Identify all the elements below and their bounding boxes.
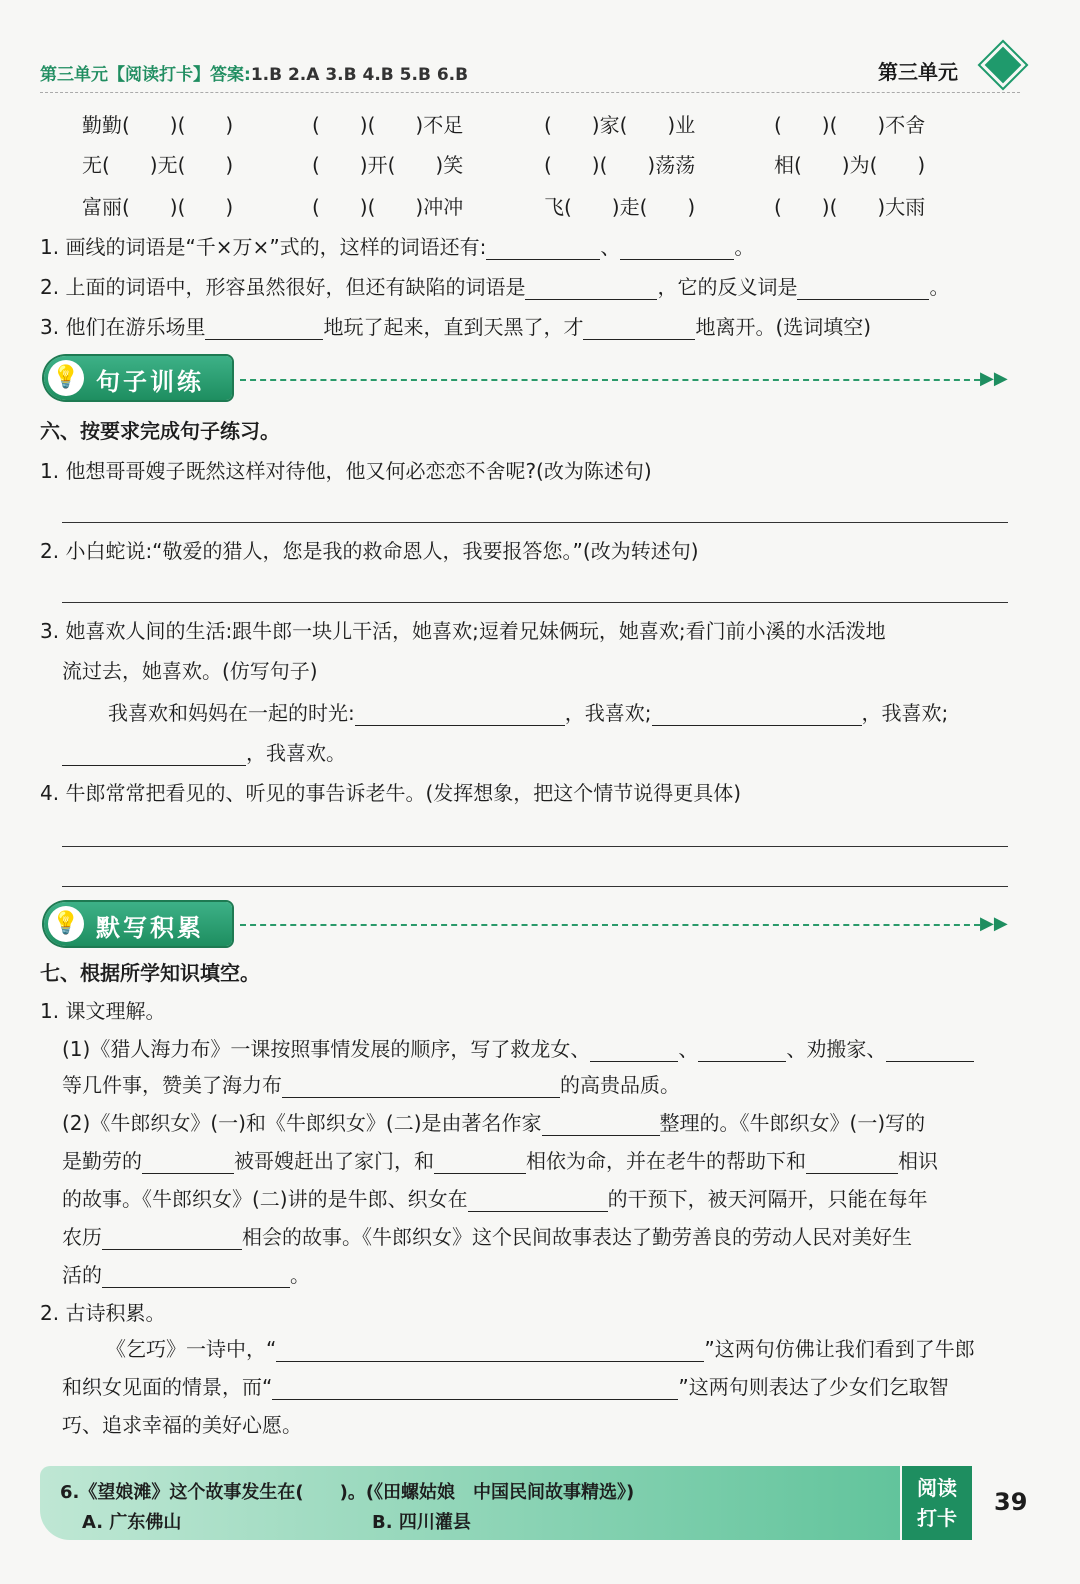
sentence-q3-fill-end: ，我喜欢。 bbox=[62, 740, 346, 766]
diamond-icon bbox=[985, 47, 1022, 84]
poem-line3: 巧、追求幸福的美好心愿。 bbox=[62, 1413, 302, 1437]
memory-p1-line1: (1)《猎人海力布》一课按照事情发展的顺序，写了救龙女、 、 、劝搬家、 bbox=[62, 1036, 974, 1062]
memory-p2-line2: 是勤劳的 被哥嫂赶出了家门，和 相依为命，并在老牛的帮助下和 相识 bbox=[62, 1149, 938, 1173]
answer-blank[interactable] bbox=[434, 1151, 526, 1174]
answer-line[interactable] bbox=[62, 522, 1008, 523]
word-r1c4: ( )( )不舍 bbox=[774, 113, 926, 137]
memory-banner bbox=[44, 902, 232, 946]
answer-blank[interactable] bbox=[355, 703, 565, 726]
answer-key bbox=[40, 60, 468, 85]
answer-blank[interactable] bbox=[62, 743, 246, 766]
answer-line[interactable] bbox=[62, 602, 1008, 603]
memory-s1: 1. 课文理解。 bbox=[40, 999, 166, 1023]
word-r2c2: ( )开( )笑 bbox=[312, 153, 464, 177]
answer-blank[interactable] bbox=[590, 1039, 678, 1062]
lightbulb-icon: 💡 bbox=[48, 906, 84, 942]
unit-title: 第三单元 bbox=[878, 60, 958, 84]
answer-blank[interactable] bbox=[542, 1113, 660, 1136]
answer-blank[interactable] bbox=[468, 1189, 608, 1212]
word-r1c1: 勤勤( )( ) bbox=[82, 113, 234, 137]
answer-blank[interactable] bbox=[102, 1227, 242, 1250]
word-r3c1: 富丽( )( ) bbox=[82, 195, 234, 219]
lightbulb-icon: 💡 bbox=[48, 360, 84, 396]
memory-p2-line4: 农历 相会的故事。《牛郎织女》这个民间故事表达了勤劳善良的劳动人民对美好生 bbox=[62, 1225, 912, 1249]
badge-line1: 阅读 bbox=[917, 1476, 957, 1500]
double-arrow-icon: ▶▶ bbox=[980, 913, 1008, 934]
answer-blank[interactable] bbox=[698, 1039, 786, 1062]
answer-blank[interactable] bbox=[583, 317, 695, 340]
memory-p1-line2: 等几件事，赞美了海力布 的高贵品质。 bbox=[62, 1073, 680, 1097]
reading-checkin-badge bbox=[902, 1466, 972, 1540]
memory-p2-line5: 活的 。 bbox=[62, 1263, 310, 1287]
answer-blank[interactable] bbox=[806, 1151, 898, 1174]
word-r2c4: 相( )为( ) bbox=[774, 153, 926, 177]
section-6-title: 六、按要求完成句子练习。 bbox=[40, 419, 280, 443]
word-r3c2: ( )( )冲冲 bbox=[312, 195, 464, 219]
answer-values: 1.B 2.A 3.B 4.B 5.B 6.B bbox=[250, 65, 469, 85]
memory-s2: 2. 古诗积累。 bbox=[40, 1301, 166, 1325]
word-r1c2: ( )( )不足 bbox=[312, 113, 464, 137]
word-r3c4: ( )( )大雨 bbox=[774, 195, 926, 219]
sentence-q1: 1. 他想哥哥嫂子既然这样对待他，他又何必恋恋不舍呢?(改为陈述句) bbox=[40, 459, 652, 483]
answer-blank[interactable] bbox=[272, 1377, 678, 1400]
answer-blank[interactable] bbox=[205, 317, 323, 340]
answer-blank[interactable] bbox=[652, 703, 862, 726]
answer-line[interactable] bbox=[62, 886, 1008, 887]
double-arrow-icon: ▶▶ bbox=[980, 368, 1008, 389]
word-r1c3: ( )家( )业 bbox=[544, 113, 696, 137]
sentence-q4: 4. 牛郎常常把看见的、听见的事告诉老牛。(发挥想象，把这个情节说得更具体) bbox=[40, 781, 742, 805]
memory-p2-line3: 的故事。《牛郎织女》(二)讲的是牛郎、织女在 的干预下，被天河隔开，只能在每年 bbox=[62, 1187, 928, 1211]
banner-dashed-line bbox=[240, 924, 980, 926]
word-r3c3: 飞( )走( ) bbox=[544, 195, 696, 219]
sentence-q3-fill: 我喜欢和妈妈在一起的时光: ，我喜欢; ，我喜欢; bbox=[108, 701, 949, 725]
memory-p2-line1: (2)《牛郎织女》(一)和《牛郎织女》(二)是由著名作家 整理的。《牛郎织女》(一)写的 bbox=[62, 1111, 926, 1135]
answer-blank[interactable] bbox=[102, 1265, 290, 1288]
answer-blank[interactable] bbox=[142, 1151, 234, 1174]
header-divider bbox=[40, 92, 1020, 93]
answer-label: 第三单元【阅读打卡】答案: bbox=[40, 65, 251, 85]
page-number: 39 bbox=[994, 1488, 1028, 1516]
answer-blank[interactable] bbox=[525, 277, 657, 300]
memory-banner-title: 默写积累 bbox=[96, 914, 204, 942]
word-question-1: 1. 画线的词语是“千×万×”式的，这样的词语还有: 、 。 bbox=[40, 235, 755, 259]
answer-blank[interactable] bbox=[486, 237, 600, 260]
sentence-q3-line2: 流过去，她喜欢。(仿写句子) bbox=[62, 659, 318, 683]
sentence-banner bbox=[44, 356, 232, 400]
section-7-title: 七、根据所学知识填空。 bbox=[40, 961, 260, 985]
answer-blank[interactable] bbox=[276, 1339, 704, 1362]
footer-question: 6.《望娘滩》这个故事发生在( )。(《田螺姑娘 中国民间故事精选》) bbox=[60, 1482, 635, 1503]
badge-line2: 打卡 bbox=[917, 1506, 957, 1530]
answer-blank[interactable] bbox=[886, 1039, 974, 1062]
footer-option-a: A. 广东佛山 bbox=[82, 1512, 182, 1533]
word-question-2: 2. 上面的词语中，形容虽然很好，但还有缺陷的词语是 ，它的反义词是 。 bbox=[40, 275, 950, 299]
sentence-banner-title: 句子训练 bbox=[96, 368, 204, 396]
sentence-q2: 2. 小白蛇说:“敬爱的猎人，您是我的救命恩人，我要报答您。”(改为转述句) bbox=[40, 539, 699, 563]
poem-line2: 和织女见面的情景，而“ ”这两句则表达了少女们乞取智 bbox=[62, 1375, 949, 1399]
footer-option-b: B. 四川灌县 bbox=[372, 1512, 471, 1533]
sentence-q3-line1: 3. 她喜欢人间的生活:跟牛郎一块儿干活，她喜欢;逗着兄妹俩玩，她喜欢;看门前小溪的水活泼地 bbox=[40, 619, 886, 643]
answer-line[interactable] bbox=[62, 846, 1008, 847]
reading-checkin-strip bbox=[40, 1466, 900, 1540]
answer-blank[interactable] bbox=[797, 277, 929, 300]
banner-dashed-line bbox=[240, 379, 980, 381]
poem-line1: 《乞巧》一诗中，“ ”这两句仿佛让我们看到了牛郎 bbox=[106, 1337, 975, 1361]
word-r2c1: 无( )无( ) bbox=[82, 153, 234, 177]
answer-blank[interactable] bbox=[620, 237, 734, 260]
word-r2c3: ( )( )荡荡 bbox=[544, 153, 696, 177]
answer-blank[interactable] bbox=[282, 1075, 560, 1098]
word-question-3: 3. 他们在游乐场里 地玩了起来，直到天黑了，才 地离开。(选词填空) bbox=[40, 315, 872, 339]
